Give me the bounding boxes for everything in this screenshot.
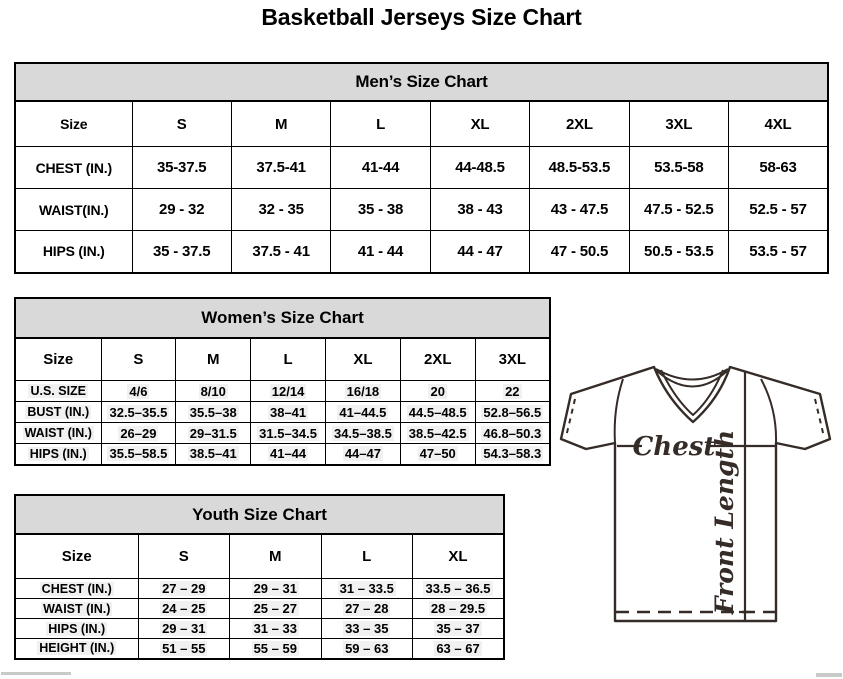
measurement-value-cell [430,231,529,273]
row-label-text: HIPS (IN.) [42,243,105,260]
measurement-value-cell [413,619,505,639]
front-length-label: Front Length [710,429,739,615]
measurement-value-text: 35 - 38 [357,201,404,218]
measurement-value-cell [325,444,400,465]
measurement-value-text: 27 – 28 [345,601,389,616]
row-label-text: CHEST (IN.) [41,581,112,596]
row-label-text: WAIST (IN.) [24,426,92,440]
measurement-value-cell [101,381,176,402]
measurement-row [15,189,828,231]
jersey-outline [561,367,830,621]
measurement-value-cell [101,402,176,423]
measurement-value-text: 48.5-53.5 [548,159,611,176]
mens-size-header-row [15,101,828,147]
measurement-row-label [15,423,101,444]
womens-table-body [15,381,550,465]
size-column-header: 2XL [530,101,629,147]
womens-table-title: Women’s Size Chart [15,298,550,338]
measurement-value-cell [230,579,322,599]
measurement-value-text: 25 – 27 [253,601,297,616]
measurement-row [15,147,828,189]
measurement-value-text: 44 - 47 [457,242,503,260]
measurement-value-text: 52.8–56.5 [483,404,542,420]
measurement-value-text: 33.5 – 36.5 [425,581,491,596]
measurement-value-cell [400,402,475,423]
measurement-value-text: 52.5 - 57 [749,201,807,218]
measurement-value-cell [176,381,251,402]
measurement-row [15,579,504,599]
measurement-value-text: 53.5-58 [654,159,704,176]
measurement-value-cell [231,189,330,231]
measurement-value-text: 43 - 47.5 [550,201,609,218]
measurement-row [15,599,504,619]
screen-edge-artifact [1,672,71,675]
measurement-value-cell [400,423,475,444]
measurement-value-text: 24 – 25 [162,601,206,616]
measurement-value-text: 47 - 50.5 [550,242,609,260]
measurement-value-cell [132,231,231,273]
measurement-value-text: 27 – 29 [162,581,206,596]
measurement-value-cell [530,231,629,273]
measurement-value-text: 33 – 35 [345,621,389,636]
measurement-value-text: 41–44.5 [339,404,387,420]
size-column-header: L [321,534,413,579]
measurement-value-text: 35 – 37 [436,621,480,636]
measurement-value-text: 35.5–38 [189,404,237,420]
measurement-value-text: 35 - 37.5 [153,242,211,260]
measurement-value-cell [231,231,330,273]
measurement-value-text: 31 – 33.5 [339,581,394,596]
womens-size-table [14,297,551,466]
measurement-row-label [15,444,101,465]
measurement-value-cell [176,444,251,465]
measurement-value-text: 28 – 29.5 [430,601,486,616]
measurement-value-cell [400,381,475,402]
chest-label: Chest [632,432,716,462]
measurement-value-cell [321,619,413,639]
jersey-diagram [549,354,842,644]
measurement-value-text: 26–29 [120,425,157,441]
measurement-value-cell [251,402,326,423]
measurement-value-cell [138,619,230,639]
measurement-value-cell [251,444,326,465]
measurement-row-label [15,147,132,189]
measurement-value-text: 34.5–38.5 [333,425,392,441]
measurement-value-cell [138,579,230,599]
size-corner-label: Size [15,101,132,147]
size-column-header: XL [413,534,505,579]
row-label-text: U.S. SIZE [30,384,87,398]
womens-table-header-band [15,298,550,338]
measurement-value-text: 29 – 31 [253,581,297,596]
measurement-value-cell [400,444,475,465]
measurement-value-cell [729,147,828,189]
measurement-value-cell [176,402,251,423]
size-column-header: L [251,338,326,381]
measurement-value-text: 54.3–58.3 [483,446,542,462]
measurement-value-text: 55 – 59 [253,640,297,656]
measurement-value-cell [321,579,413,599]
measurement-value-cell [331,189,430,231]
row-label-text: HIPS (IN.) [48,621,106,636]
measurement-value-text: 31 – 33 [253,621,297,636]
size-column-header: M [231,101,330,147]
size-corner-label: Size [15,338,101,381]
screen-edge-artifact [816,673,842,677]
measurement-value-cell [413,639,505,659]
youth-table-body [15,579,504,659]
measurement-value-text: 29 - 32 [159,201,205,218]
measurement-value-cell [176,423,251,444]
measurement-value-cell [475,402,550,423]
measurement-value-cell [475,381,550,402]
measurement-value-cell [230,599,322,619]
measurement-value-cell [321,639,413,659]
measurement-value-text: 38 - 43 [457,201,503,218]
armhole-seam-right [761,379,776,443]
measurement-value-text: 32 - 35 [258,201,304,218]
row-label-text: HEIGHT (IN.) [39,641,115,656]
measurement-value-cell [230,619,322,639]
measurement-value-cell [325,423,400,444]
measurement-value-text: 51 – 55 [162,640,206,656]
measurement-value-cell [231,147,330,189]
measurement-value-text: 50.5 - 53.5 [644,242,714,260]
size-column-header: M [176,338,251,381]
measurement-value-cell [430,147,529,189]
mens-table-body [15,147,828,273]
measurement-value-text: 58-63 [759,159,797,176]
measurement-value-cell [530,147,629,189]
mens-size-table [14,62,829,274]
armhole-seam-left [615,379,623,443]
measurement-row-label [15,189,132,231]
measurement-value-text: 29–31.5 [189,425,237,441]
measurement-value-text: 44-48.5 [455,159,505,176]
measurement-row [15,402,550,423]
row-label-text: CHEST (IN.) [35,159,112,176]
measurement-value-cell [325,381,400,402]
size-column-header: 4XL [729,101,828,147]
youth-size-table [14,494,505,660]
measurement-value-cell [430,189,529,231]
measurement-row-label [15,381,101,402]
measurement-value-text: 35.5–58.5 [109,446,168,462]
measurement-row-label [15,579,138,599]
measurement-value-text: 35-37.5 [156,159,207,176]
size-column-header: 3XL [629,101,728,147]
row-label-text: BUST (IN.) [27,405,90,419]
measurement-row-label [15,639,138,659]
womens-size-header-row [15,338,550,381]
measurement-value-cell [413,579,505,599]
measurement-row [15,619,504,639]
measurement-value-cell [138,639,230,659]
measurement-value-cell [132,147,231,189]
measurement-row [15,639,504,659]
measurement-row [15,381,550,402]
size-corner-label: Size [15,534,138,579]
measurement-value-cell [475,423,550,444]
measurement-row-label [15,402,101,423]
measurement-value-text: 46.8–50.3 [483,425,542,441]
measurement-value-cell [230,639,322,659]
measurement-value-text: 22 [505,383,520,399]
measurement-value-text: 20 [430,383,445,399]
measurement-value-text: 38.5–41 [189,446,237,462]
measurement-value-cell [325,402,400,423]
measurement-value-cell [101,423,176,444]
mens-table-title: Men’s Size Chart [15,63,828,101]
measurement-row [15,423,550,444]
mens-table-header-band [15,63,828,101]
measurement-value-text: 47.5 - 52.5 [644,201,714,218]
size-column-header: 3XL [475,338,550,381]
measurement-value-cell [475,444,550,465]
size-column-header: L [331,101,430,147]
size-column-header: M [230,534,322,579]
measurement-value-cell [321,599,413,619]
measurement-value-text: 16/18 [346,383,380,399]
measurement-value-text: 12/14 [271,383,305,399]
measurement-value-text: 44.5–48.5 [408,404,467,420]
measurement-row-label [15,599,138,619]
measurement-value-text: 37.5-41 [256,159,306,176]
size-column-header: XL [325,338,400,381]
measurement-value-cell [629,147,728,189]
measurement-value-cell [729,231,828,273]
measurement-value-text: 41–44 [269,446,307,462]
measurement-value-text: 29 – 31 [162,621,206,636]
measurement-value-cell [331,231,430,273]
measurement-value-cell [729,189,828,231]
youth-size-header-row [15,534,504,579]
measurement-row-label [15,619,138,639]
measurement-value-text: 53.5 - 57 [749,242,807,260]
measurement-value-cell [138,599,230,619]
measurement-value-cell [251,423,326,444]
row-label-text: WAIST(IN.) [38,201,109,218]
measurement-row [15,444,550,465]
measurement-value-text: 41-44 [361,159,400,176]
youth-table-title: Youth Size Chart [15,495,504,534]
size-column-header: 2XL [400,338,475,381]
measurement-value-text: 32.5–35.5 [109,404,168,420]
measurement-value-text: 59 – 63 [345,640,389,656]
size-column-header: S [132,101,231,147]
measurement-value-cell [251,381,326,402]
measurement-value-text: 41 - 44 [357,242,404,260]
page-title: Basketball Jerseys Size Chart [261,4,582,30]
measurement-value-cell [629,231,728,273]
measurement-value-text: 38.5–42.5 [408,425,467,441]
measurement-value-text: 31.5–34.5 [259,425,317,441]
size-column-header: S [138,534,230,579]
measurement-value-cell [331,147,430,189]
measurement-value-cell [413,599,505,619]
measurement-value-text: 38–41 [269,404,307,420]
row-label-text: WAIST (IN.) [43,601,111,616]
measurement-value-text: 8/10 [200,383,226,399]
cuff-stitch-dashes-left [566,399,575,437]
measurement-value-cell [101,444,176,465]
size-column-header: S [101,338,176,381]
youth-table-header-band [15,495,504,534]
measurement-row-label [15,231,132,273]
measurement-value-text: 63 – 67 [436,640,480,656]
measurement-value-text: 44–47 [344,446,381,462]
measurement-value-text: 47–50 [419,446,456,462]
measurement-value-cell [629,189,728,231]
measurement-value-text: 4/6 [129,383,148,399]
measurement-value-cell [530,189,629,231]
measurement-value-cell [132,189,231,231]
size-column-header: XL [430,101,529,147]
measurement-row [15,231,828,273]
row-label-text: HIPS (IN.) [29,446,87,461]
measurement-value-text: 37.5 - 41 [252,242,310,260]
